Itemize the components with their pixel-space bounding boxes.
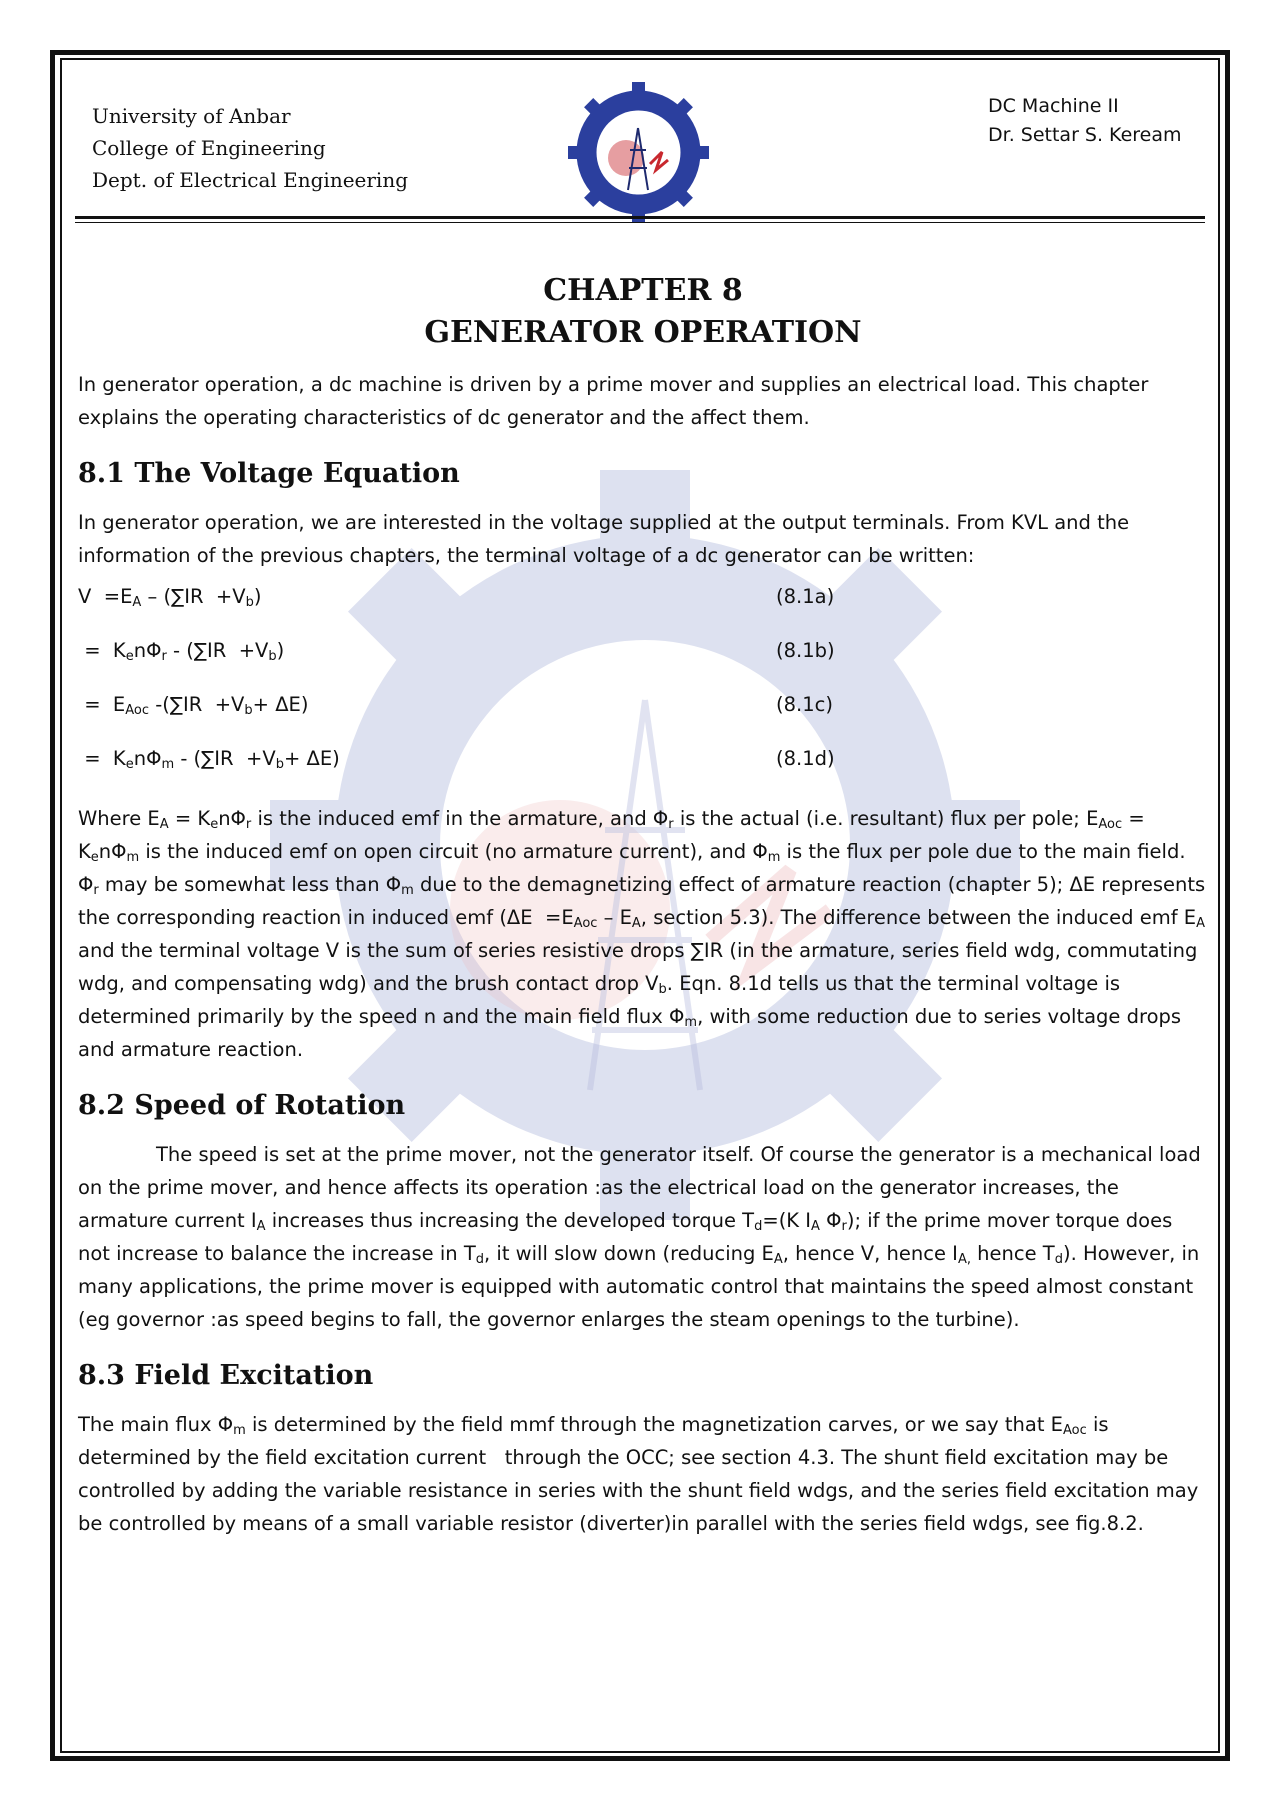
course-name: DC Machine II — [988, 95, 1119, 117]
header-institution — [92, 100, 408, 196]
header-divider — [75, 216, 1205, 219]
equation-number: (8.1a) — [776, 585, 835, 608]
section-heading-8-2: 8.2 Speed of Rotation — [78, 1090, 406, 1121]
chapter-title: GENERATOR OPERATION — [424, 315, 862, 350]
equation-expression: = $E_{Aoc}$ $-(\sum IR +V_b+ \Delta E)$ — [78, 693, 309, 718]
excitation-paragraph: The main flux $\Phi_m$ is determined by the field mmf through the magnetization carves, or we say that $E_{Aoc}$ is determined by the field excitation current through the OCC; see section 4.3. The shunt field excitation may be controlled by adding the variable resistance in series with the shunt field wdgs, and the series field excitation may be controlled by means of a small variable resistor (diverter)in parallel with the series field wdgs, see fig.8.2. — [78, 1413, 1199, 1535]
equation-number: (8.1c) — [776, 693, 833, 716]
header-divider-thin — [75, 222, 1205, 223]
department-logo — [566, 80, 711, 225]
university-name: University of Anbar — [92, 104, 291, 128]
speed-paragraph: The speed is set at the prime mover, not the generator itself. Of course the generator is a mechanical load on the prime mover, and hence affects its operation :as the electrical load on the generator increases, the armature current $I_A$ increases thus increasing the developed torque $T_d=(K$ $I_A$ $\Phi_r$); if the prime mover torque does not increase to balance the increase in $T_d$, it will slow down (reducing $E_A$, hence V, hence $I_{A,}$ hence $T_d$). However, in many applications, the prime mover is equipped with automatic control that maintains the speed almost constant (eg governor :as speed begins to fall, the governor enlarges the steam openings to the turbine). — [78, 1143, 1201, 1331]
chapter-number: CHAPTER 8 — [543, 273, 743, 308]
equation-expression: = $K_en\Phi_m - (\sum IR +V_b+ \Delta E)$ — [78, 747, 340, 772]
equation-number: (8.1b) — [776, 639, 835, 662]
equation-8-1b — [78, 626, 1208, 680]
department-name: Dept. of Electrical Engineering — [92, 168, 409, 192]
equation-expression: $V =E_A - (\sum IR +V_b)$ — [78, 585, 262, 610]
where-paragraph: Where $E_A = K_en\Phi_r$ is the induced emf in the armature, and $\Phi_r$ is the actual (i.e. resultant) flux per pole; $E_{Aoc} = K_en\Phi_m$ is the induced emf on open circuit (no armature current), and $\Phi_m$ is the flux per pole due to the main field. $\Phi_r$ may be somewhat less than $\Phi_m$ due to the demagnetizing effect of armature reaction (chapter 5); ΔE represents the corresponding reaction in induced emf ($\Delta E =E_{Aoc} - E_A$, section 5.3). The difference between the induced emf $E_A$ and the terminal voltage V is the sum of series resistive drops ∑IR (in the armature, series field wdg, commutating wdg, and compensating wdg) and the brush contact drop $V_b$. Eqn. 8.1d tells us that the terminal voltage is determined primarily by the speed n and the main field flux $\Phi_m$, with some reduction due to series voltage drops and armature reaction. — [78, 807, 1206, 1061]
equation-8-1a — [78, 572, 1208, 626]
equation-expression: = $K_en\Phi_r - (\sum IR +V_b)$ — [78, 639, 285, 664]
section-heading-8-1: 8.1 The Voltage Equation — [78, 458, 460, 489]
header-course — [988, 92, 1182, 150]
voltage-paragraph: In generator operation, we are interested in the voltage supplied at the output terminals. From KVL and the information of the previous chapters, the terminal voltage of a dc generator can be written: — [78, 511, 1130, 567]
intro-paragraph: In generator operation, a dc machine is driven by a prime mover and supplies an electrical load. This chapter explains the operating characteristics of dc generator and the affect them. — [78, 373, 1149, 429]
page-content — [78, 270, 1208, 1540]
equation-8-1d — [78, 734, 1208, 788]
college-name: College of Engineering — [92, 136, 326, 160]
lecturer-name: Dr. Settar S. Keream — [988, 124, 1182, 146]
equation-number: (8.1d) — [776, 747, 835, 770]
section-heading-8-3: 8.3 Field Excitation — [78, 1360, 374, 1391]
equation-8-1c — [78, 680, 1208, 734]
